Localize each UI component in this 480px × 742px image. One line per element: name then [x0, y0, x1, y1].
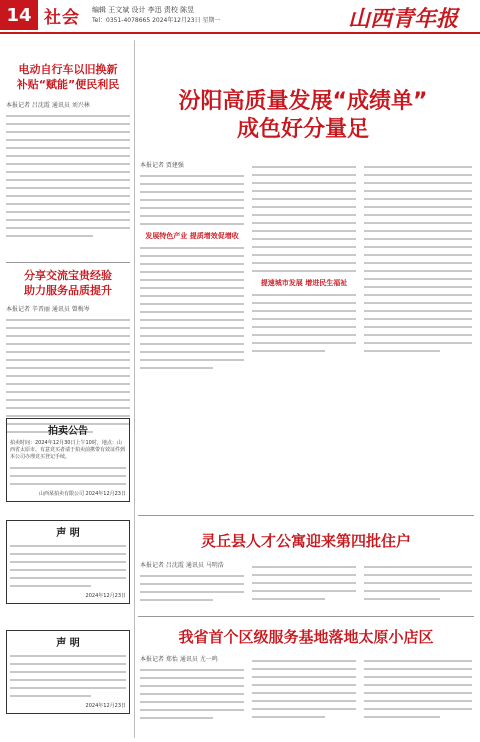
main-byline: 本报记者 贾建强: [140, 162, 184, 169]
story2-byline: 本报记者 吕沈霞 通讯员 马明浩: [140, 562, 224, 569]
statement-2-sign: 2024年12月23日: [85, 703, 126, 709]
main-headline-line-1: 汾阳高质量发展“成绩单”: [178, 89, 428, 114]
main-headline-line-2: 成色好分量足: [236, 117, 369, 142]
story2-col-1: [140, 560, 244, 607]
column-divider: [134, 40, 135, 738]
article-ebike-body: [6, 115, 130, 237]
statement-1-sign: 2024年12月23日: [85, 593, 126, 599]
article-exchange: [6, 268, 130, 439]
statement-notice-1: [6, 520, 130, 604]
auction-notice-title: 拍卖公告: [48, 426, 88, 437]
story3-col-1: [140, 654, 244, 725]
main-story-col-3: [364, 160, 472, 358]
auction-notice: [6, 418, 130, 502]
statement-1-title: 声 明: [56, 528, 80, 539]
main-subhead-2: 提速城市发展 增进民生福祉: [260, 279, 348, 287]
story2-headline: 灵丘县人才公寓迎来第四批住户: [200, 532, 411, 550]
page-number: 14: [0, 0, 38, 30]
story3-headline: 我省首个区级服务基地落地太原小店区: [178, 628, 434, 646]
story3-byline: 本报记者 郑怡 通讯员 尤一鸣: [140, 656, 218, 663]
main-subhead-1: 发展特色产业 提质增效促增收: [145, 232, 239, 240]
article-exchange-body: [6, 319, 130, 433]
statement-notice-2: [6, 630, 130, 714]
date-line: Tel：0351-4078665 2024年12月23日 星期一: [92, 17, 221, 24]
article-exchange-title-2: 助力服务品质提升: [24, 284, 112, 297]
divider: [138, 616, 474, 617]
story2-col-3: [364, 560, 472, 606]
main-story-col-1: [140, 160, 244, 375]
auction-notice-text: 拍卖时间：2024年12月30日上午10时，地点：山西省太原市。有意竞买者请于拍卖前携带有效证件到本公司办理竞买登记手续。: [10, 440, 126, 460]
statement-2-title: 声 明: [56, 638, 80, 649]
story3-col-3: [364, 654, 472, 724]
divider: [6, 262, 130, 263]
article-ebike-byline: 本报记者 吕沈霞 通讯员 刘兴林: [6, 102, 90, 109]
auction-notice-sign: 山西某拍卖有限公司 2024年12月23日: [38, 491, 126, 497]
story3-col-2: [252, 654, 356, 724]
article-exchange-title-1: 分享交流宝贵经验: [24, 269, 112, 282]
editor-line: 编辑 王文斌 设计 李迅 责校 陈昱: [92, 6, 195, 14]
main-story-col-2: [252, 160, 356, 358]
main-headline: [138, 88, 468, 144]
divider: [138, 515, 474, 516]
story2-col-2: [252, 560, 356, 606]
article-exchange-byline: 本报记者 辛晋丽 通讯员 曾梅岑: [6, 306, 90, 313]
section-name: 社会: [44, 8, 80, 28]
header-rule: [0, 32, 480, 34]
article-ebike: [6, 62, 130, 243]
article-ebike-title-1: 电动自行车以旧换新: [18, 63, 118, 76]
newspaper-logo: 山西青年报: [347, 6, 458, 32]
article-ebike-title-2: 补贴“赋能”便民利民: [16, 78, 120, 91]
page-header: [0, 0, 480, 38]
